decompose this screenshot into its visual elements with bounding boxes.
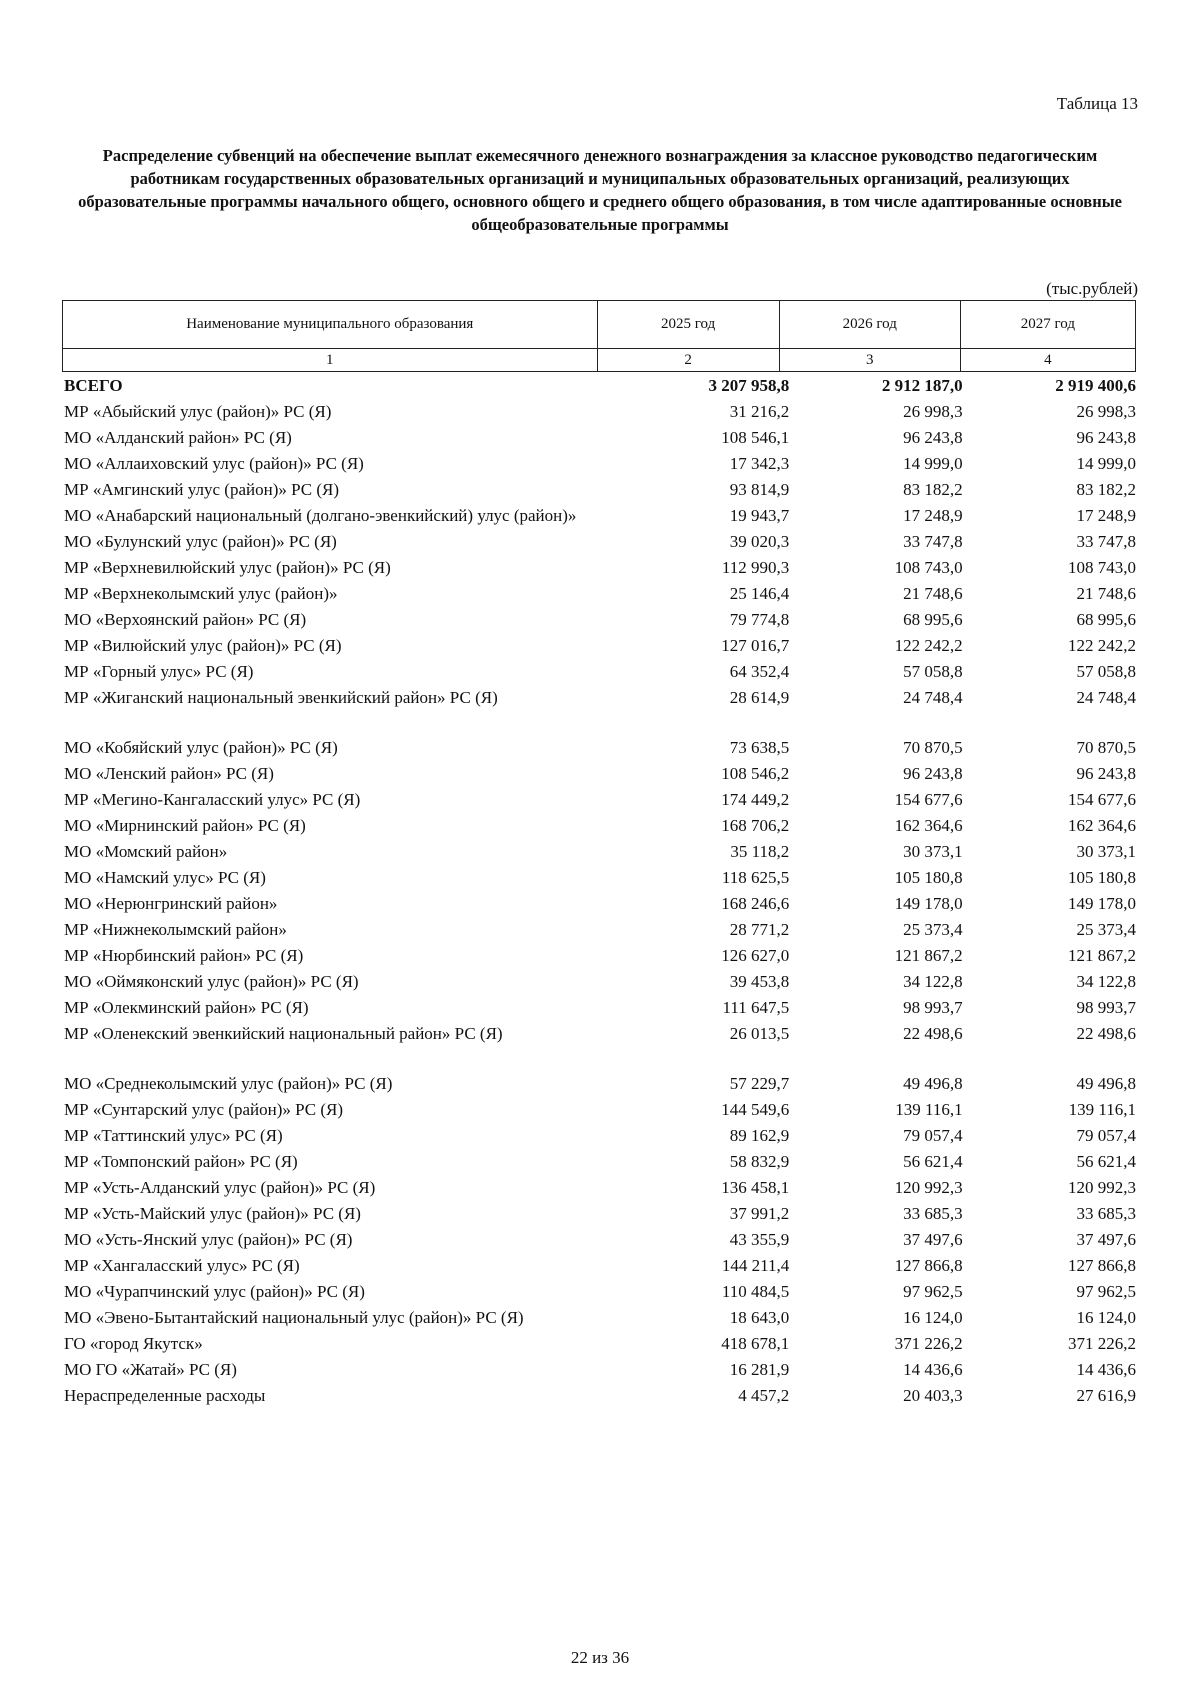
municipality-name: МО «Анабарский национальный (долгано-эвенкийский) улус (район)» — [64, 506, 577, 525]
value-2026: 25 373,4 — [903, 920, 963, 939]
value-2025: 57 229,7 — [729, 1074, 790, 1093]
value-2026: 14 999,0 — [903, 454, 963, 473]
table-row — [62, 734, 1136, 760]
value-2027: 371 226,2 — [1068, 1334, 1136, 1353]
value-2026: 17 248,9 — [903, 506, 963, 525]
table-row — [62, 1278, 1136, 1304]
value-2026: 14 436,6 — [903, 1360, 963, 1379]
municipality-name: МР «Жиганский национальный эвенкийский район» РС (Я) — [64, 688, 498, 707]
value-2026: 26 998,3 — [903, 402, 963, 421]
row-spacer — [62, 710, 1136, 734]
value-2027: 33 747,8 — [1076, 532, 1136, 551]
municipality-name: МО «Мирнинский район» РС (Я) — [64, 816, 306, 835]
municipality-name: МО «Аллаиховский улус (район)» РС (Я) — [64, 454, 364, 473]
value-2025: 28 771,2 — [729, 920, 790, 939]
value-2026: 98 993,7 — [903, 998, 963, 1017]
value-2027: 98 993,7 — [1076, 998, 1136, 1017]
value-2026: 83 182,2 — [903, 480, 963, 499]
municipality-name: МР «Оленекский эвенкийский национальный район» РС (Я) — [64, 1024, 503, 1043]
municipality-name: МР «Амгинский улус (район)» РС (Я) — [64, 480, 340, 499]
value-2025: 93 814,9 — [729, 480, 790, 499]
value-2026: 30 373,1 — [903, 842, 963, 861]
table-row — [62, 1200, 1136, 1226]
value-2027: 25 373,4 — [1076, 920, 1136, 939]
table-header — [62, 300, 1136, 372]
value-2027: 108 743,0 — [1068, 558, 1136, 577]
value-2026: 96 243,8 — [903, 428, 963, 447]
value-2025: 26 013,5 — [729, 1024, 790, 1043]
value-2026: 24 748,4 — [903, 688, 963, 707]
value-2025: 17 342,3 — [729, 454, 790, 473]
table-row — [62, 502, 1136, 528]
value-2025: 35 118,2 — [730, 842, 790, 861]
column-number-3: 3 — [779, 349, 960, 372]
value-2025: 110 484,5 — [721, 1282, 790, 1301]
column-header-name: Наименование муниципального образования — [63, 301, 598, 349]
table-row — [62, 1356, 1136, 1382]
municipality-name: МР «Верхневилюйский улус (район)» РС (Я) — [64, 558, 391, 577]
value-2025: 108 546,2 — [721, 764, 790, 783]
value-2026: 97 962,5 — [903, 1282, 963, 1301]
municipality-name: МР «Сунтарский улус (район)» РС (Я) — [64, 1100, 344, 1119]
table-row — [62, 450, 1136, 476]
table-row — [62, 1096, 1136, 1122]
column-number-1: 1 — [63, 349, 598, 372]
value-2027: 122 242,2 — [1068, 636, 1136, 655]
value-2025: 64 352,4 — [729, 662, 790, 681]
value-2026: 122 242,2 — [894, 636, 963, 655]
value-2026: 56 621,4 — [903, 1152, 963, 1171]
value-2025: 144 549,6 — [721, 1100, 790, 1119]
municipality-name: МО «Оймяконский улус (район)» РС (Я) — [64, 972, 359, 991]
municipality-name: МО «Алданский район» РС (Я) — [64, 428, 292, 447]
value-2026: 121 867,2 — [894, 946, 963, 965]
value-2027: 68 995,6 — [1076, 610, 1136, 629]
column-header-2025: 2025 год — [597, 301, 779, 349]
value-2027: 21 748,6 — [1076, 584, 1136, 603]
municipality-name: МР «Нюрбинский район» РС (Я) — [64, 946, 304, 965]
value-2027: 16 124,0 — [1076, 1308, 1136, 1327]
value-2025: 136 458,1 — [721, 1178, 790, 1197]
table-row — [62, 1382, 1136, 1408]
value-2027: 14 436,6 — [1076, 1360, 1136, 1379]
page-number: 22 из 36 — [570, 1648, 630, 1667]
value-2025: 19 943,7 — [729, 506, 790, 525]
value-2027: 83 182,2 — [1076, 480, 1136, 499]
value-2026: 21 748,6 — [903, 584, 963, 603]
value-2026: 371 226,2 — [894, 1334, 963, 1353]
municipality-name: МО «Кобяйский улус (район)» РС (Я) — [64, 738, 338, 757]
municipality-name: ГО «город Якутск» — [64, 1334, 203, 1353]
table-row — [62, 528, 1136, 554]
value-2025: 18 643,0 — [729, 1308, 790, 1327]
row-spacer — [62, 1046, 1136, 1070]
value-2027: 26 998,3 — [1076, 402, 1136, 421]
document-title: Распределение субвенций на обеспечение выплат ежемесячного денежного вознаграждения за классное руководство педагогическим работникам государственных образовательных организаций и муниципальных образовательных организаций, реализующих образовательные программы начального общего, основного общего и среднего общего образования, в том числе адаптированные основные общеобразовательные программы — [78, 146, 1122, 234]
municipality-name: МО «Булунский улус (район)» РС (Я) — [64, 532, 337, 551]
value-2027: 37 497,6 — [1076, 1230, 1136, 1249]
municipality-name: МР «Горный улус» РС (Я) — [64, 662, 254, 681]
table-row — [62, 554, 1136, 580]
value-2027: 139 116,1 — [1068, 1100, 1136, 1119]
table-row — [62, 424, 1136, 450]
total-2026: 2 912 187,0 — [881, 376, 963, 395]
value-2027: 27 616,9 — [1076, 1386, 1136, 1405]
value-2026: 108 743,0 — [894, 558, 963, 577]
value-2027: 162 364,6 — [1068, 816, 1136, 835]
value-2027: 79 057,4 — [1076, 1126, 1136, 1145]
municipality-name: МР «Хангаласский улус» РС (Я) — [64, 1256, 300, 1275]
municipality-name: МР «Таттинский улус» РС (Я) — [64, 1126, 283, 1145]
value-2025: 16 281,9 — [729, 1360, 790, 1379]
value-2026: 33 685,3 — [903, 1204, 963, 1223]
table-row — [62, 632, 1136, 658]
value-2026: 16 124,0 — [903, 1308, 963, 1327]
value-2025: 112 990,3 — [721, 558, 790, 577]
table-row — [62, 1174, 1136, 1200]
value-2025: 73 638,5 — [729, 738, 790, 757]
value-2025: 168 246,6 — [721, 894, 790, 913]
value-2025: 174 449,2 — [721, 790, 790, 809]
municipality-name: МО «Чурапчинский улус (район)» РС (Я) — [64, 1282, 365, 1301]
value-2026: 22 498,6 — [903, 1024, 963, 1043]
table-row — [62, 1252, 1136, 1278]
value-2027: 49 496,8 — [1076, 1074, 1136, 1093]
table-row — [62, 1226, 1136, 1252]
table-row — [62, 658, 1136, 684]
value-2025: 127 016,7 — [721, 636, 790, 655]
value-2027: 121 867,2 — [1068, 946, 1136, 965]
value-2025: 37 991,2 — [729, 1204, 790, 1223]
municipality-name: МО «Момский район» — [64, 842, 228, 861]
table-row — [62, 580, 1136, 606]
table-row — [62, 942, 1136, 968]
value-2026: 57 058,8 — [903, 662, 963, 681]
table-row — [62, 890, 1136, 916]
value-2026: 79 057,4 — [903, 1126, 963, 1145]
value-2027: 57 058,8 — [1076, 662, 1136, 681]
value-2026: 34 122,8 — [903, 972, 963, 991]
value-2027: 14 999,0 — [1076, 454, 1136, 473]
municipality-name: МР «Нижнеколымский район» — [64, 920, 287, 939]
total-2027: 2 919 400,6 — [1055, 376, 1136, 395]
value-2027: 105 180,8 — [1068, 868, 1136, 887]
value-2027: 96 243,8 — [1076, 428, 1136, 447]
table-row — [62, 1330, 1136, 1356]
total-2025: 3 207 958,8 — [708, 376, 790, 395]
table-row — [62, 476, 1136, 502]
value-2026: 149 178,0 — [894, 894, 963, 913]
table-row — [62, 606, 1136, 632]
value-2025: 79 774,8 — [729, 610, 790, 629]
value-2026: 120 992,3 — [894, 1178, 963, 1197]
value-2027: 97 962,5 — [1076, 1282, 1136, 1301]
value-2025: 58 832,9 — [729, 1152, 790, 1171]
municipality-name: МР «Томпонский район» РС (Я) — [64, 1152, 298, 1171]
value-2025: 25 146,4 — [729, 584, 790, 603]
municipality-name: МО ГО «Жатай» РС (Я) — [64, 1360, 237, 1379]
municipality-name: МР «Мегино-Кангаласский улус» РС (Я) — [64, 790, 361, 809]
value-2025: 144 211,4 — [721, 1256, 790, 1275]
value-2027: 17 248,9 — [1076, 506, 1136, 525]
value-2026: 96 243,8 — [903, 764, 963, 783]
table-row — [62, 760, 1136, 786]
table-row — [62, 1122, 1136, 1148]
value-2026: 37 497,6 — [903, 1230, 963, 1249]
value-2026: 33 747,8 — [903, 532, 963, 551]
value-2025: 43 355,9 — [729, 1230, 790, 1249]
value-2027: 24 748,4 — [1076, 688, 1136, 707]
value-2025: 168 706,2 — [721, 816, 790, 835]
value-2025: 39 453,8 — [729, 972, 790, 991]
row-spacer-cell — [62, 1046, 1136, 1070]
value-2025: 39 020,3 — [729, 532, 790, 551]
table-label: Таблица 13 — [1056, 94, 1138, 113]
municipality-name: МР «Усть-Алданский улус (район)» РС (Я) — [64, 1178, 376, 1197]
value-2025: 31 216,2 — [729, 402, 790, 421]
municipality-name: МО «Верхоянский район» РС (Я) — [64, 610, 307, 629]
table-row — [62, 786, 1136, 812]
municipality-name: МР «Усть-Майский улус (район)» РС (Я) — [64, 1204, 361, 1223]
value-2027: 127 866,8 — [1068, 1256, 1136, 1275]
value-2026: 49 496,8 — [903, 1074, 963, 1093]
value-2027: 22 498,6 — [1076, 1024, 1136, 1043]
value-2025: 418 678,1 — [721, 1334, 790, 1353]
column-number-2: 2 — [597, 349, 779, 372]
value-2026: 139 116,1 — [895, 1100, 963, 1119]
municipality-name: МР «Абыйский улус (район)» РС (Я) — [64, 402, 332, 421]
value-2026: 105 180,8 — [894, 868, 963, 887]
municipality-name: МО «Намский улус» РС (Я) — [64, 868, 266, 887]
value-2027: 149 178,0 — [1068, 894, 1136, 913]
value-2027: 96 243,8 — [1076, 764, 1136, 783]
value-2025: 89 162,9 — [729, 1126, 790, 1145]
value-2027: 154 677,6 — [1068, 790, 1136, 809]
table-row — [62, 684, 1136, 710]
municipality-name: Нераспределенные расходы — [64, 1386, 266, 1405]
table-row — [62, 838, 1136, 864]
value-2025: 4 457,2 — [738, 1386, 790, 1405]
municipality-name: МР «Верхнеколымский улус (район)» — [64, 584, 338, 603]
municipality-name: МО «Усть-Янский улус (район)» РС (Я) — [64, 1230, 353, 1249]
column-number-4: 4 — [960, 349, 1135, 372]
units-label: (тыс.рублей) — [1046, 279, 1138, 298]
value-2025: 126 627,0 — [721, 946, 790, 965]
municipality-name: МО «Ленский район» РС (Я) — [64, 764, 274, 783]
table-row — [62, 398, 1136, 424]
column-header-2026: 2026 год — [779, 301, 960, 349]
table-row — [62, 1304, 1136, 1330]
value-2026: 162 364,6 — [894, 816, 963, 835]
municipality-name: МО «Нерюнгринский район» — [64, 894, 278, 913]
value-2027: 33 685,3 — [1076, 1204, 1136, 1223]
value-2025: 118 625,5 — [721, 868, 790, 887]
table-row — [62, 1148, 1136, 1174]
value-2027: 70 870,5 — [1076, 738, 1136, 757]
table-row — [62, 994, 1136, 1020]
table-row — [62, 1070, 1136, 1096]
municipality-name: МР «Олекминский район» РС (Я) — [64, 998, 309, 1017]
value-2025: 28 614,9 — [729, 688, 790, 707]
table-row — [62, 812, 1136, 838]
value-2026: 68 995,6 — [903, 610, 963, 629]
table-row — [62, 864, 1136, 890]
value-2027: 34 122,8 — [1076, 972, 1136, 991]
total-label: ВСЕГО — [64, 376, 123, 395]
table-row — [62, 916, 1136, 942]
value-2027: 120 992,3 — [1068, 1178, 1136, 1197]
value-2027: 30 373,1 — [1076, 842, 1136, 861]
municipality-name: МО «Среднеколымский улус (район)» РС (Я) — [64, 1074, 393, 1093]
value-2026: 70 870,5 — [903, 738, 963, 757]
value-2025: 108 546,1 — [721, 428, 790, 447]
value-2026: 20 403,3 — [903, 1386, 963, 1405]
municipality-name: МО «Эвено-Бытантайский национальный улус (район)» РС (Я) — [64, 1308, 524, 1327]
value-2027: 56 621,4 — [1076, 1152, 1136, 1171]
table-row — [62, 1020, 1136, 1046]
table-row — [62, 968, 1136, 994]
column-header-2027: 2027 год — [960, 301, 1135, 349]
municipality-name: МР «Вилюйский улус (район)» РС (Я) — [64, 636, 342, 655]
total-row — [62, 374, 1136, 398]
table-body — [62, 374, 1136, 1408]
value-2026: 127 866,8 — [894, 1256, 963, 1275]
value-2025: 111 647,5 — [722, 998, 790, 1017]
row-spacer-cell — [62, 710, 1136, 734]
value-2026: 154 677,6 — [894, 790, 963, 809]
